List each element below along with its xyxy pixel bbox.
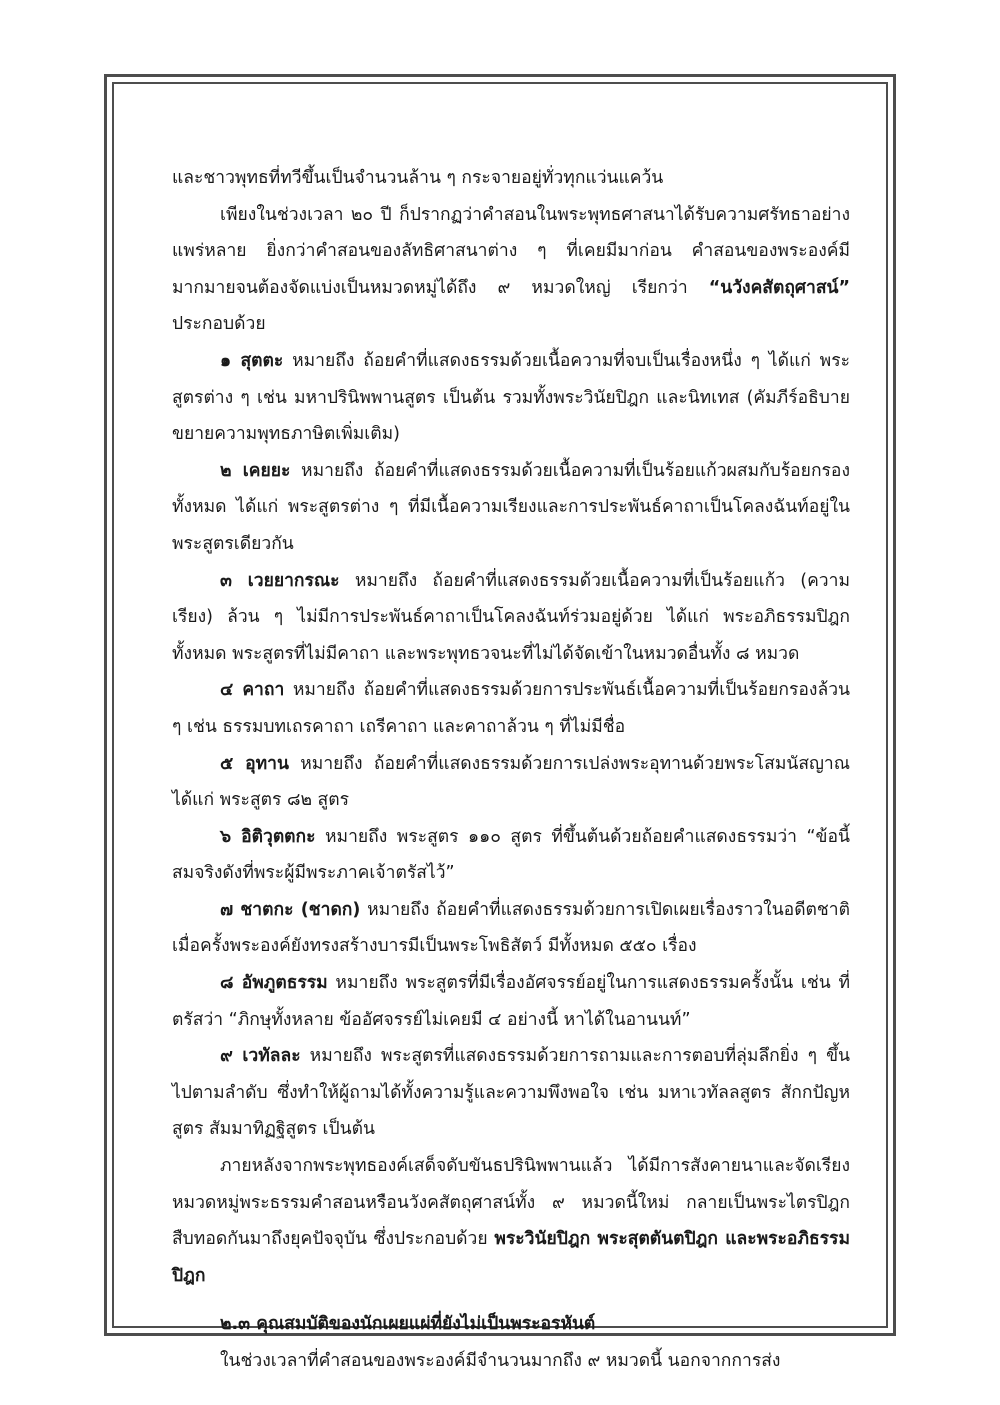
item-desc: หมายถึง ถ้อยคำที่แสดงธรรมด้วยการเปิดเผยเรื่องราวในอดีตชาติ เมื่อครั้งพระองค์ยังทรงสร้างบารมีเป็นพระโพธิสัตว์ มีทั้งหมด ๕๕๐ เรื่อง: [172, 899, 850, 957]
navanga-term: “นวังคสัตถุศาสน์”: [708, 277, 850, 298]
item-term: ๕ อุทาน: [220, 753, 289, 774]
paragraph-closing: [172, 1148, 850, 1294]
list-item: [172, 1038, 850, 1148]
item-term: ๓ เวยยากรณะ: [220, 570, 340, 591]
list-item: [172, 746, 850, 819]
item-term: ๒ เคยยะ: [220, 460, 291, 481]
item-desc: หมายถึง พระสูตรที่แสดงธรรมด้วยการถามและการตอบที่ลุ่มลึกยิ่ง ๆ ขึ้นไปตามลำดับ ซึ่งทำให้ผู้ถามได้ทั้งความรู้และความพึงพอใจ เช่น มหาเวทัลลสูตร สักกปัญหสูตร สัมมาทิฏฐิสูตร เป็นต้น: [172, 1046, 851, 1140]
item-term: ๗ ชาตกะ (ชาดก): [220, 899, 361, 920]
closing-text: ภายหลังจากพระพุทธองค์เสด็จดับขันธปรินิพพานแล้ว ได้มีการสังคายนาและจัดเรียงหมวดหมู่พระธรรมคำสอนหรือนวังคสัตถุศาสน์ทั้ง ๙ หมวดนี้ใหม่ กลายเป็นพระไตรปิฎก สืบทอดกันมาถึงยุคปัจจุบัน ซึ่งประกอบด้วย: [172, 1156, 850, 1250]
list-item: [172, 892, 850, 965]
item-term: ๔ คาถา: [220, 680, 285, 701]
item-desc: หมายถึง ถ้อยคำที่แสดงธรรมด้วยเนื้อความที่เป็นร้อยแก้วผสมกับร้อยกรองทั้งหมด ได้แก่ พระสูตรต่าง ๆ ที่มีเนื้อความเรียงและการประพันธ์คาถาเป็นโคลงฉันท์อยู่ในพระสูตรเดียวกัน: [172, 460, 850, 554]
item-term: ๖ อิติวุตตกะ: [220, 826, 316, 847]
paragraph-intro: [172, 197, 850, 343]
item-desc: หมายถึง ถ้อยคำที่แสดงธรรมด้วยเนื้อความที่จบเป็นเรื่องหนึ่ง ๆ ได้แก่ พระสูตรต่าง ๆ เช่น มหาปรินิพพานสูตร เป็นต้น รวมทั้งพระวินัยปิฎก และนิทเทส (คัมภีร์อธิบายขยายความพุทธภาษิตเพิ่มเติม): [172, 350, 851, 445]
paragraph-section-start: ในช่วงเวลาที่คำสอนของพระองค์มีจำนวนมากถึง ๙ หมวดนี้ นอกจากการส่ง: [220, 1351, 781, 1371]
item-term: ๑ สุตตะ: [220, 350, 284, 371]
list-item: [172, 453, 850, 563]
item-term: ๘ อัพภูตธรรม: [220, 973, 328, 994]
paragraph-continuation: และชาวพุทธที่ทวีขึ้นเป็นจำนวนล้าน ๆ กระจายอยู่ทั่วทุกแว่นแคว้น: [172, 168, 664, 188]
list-item: [172, 672, 850, 745]
item-desc: หมายถึง พระสูตร ๑๑๐ สูตร ที่ขึ้นต้นด้วยถ้อยคำแสดงธรรมว่า “ข้อนี้สมจริงดังที่พระผู้มีพระภาคเจ้าตรัสไว้”: [172, 826, 850, 884]
list-item: [172, 563, 850, 673]
item-desc: หมายถึง พระสูตรที่มีเรื่องอัศจรรย์อยู่ในการแสดงธรรมครั้งนั้น เช่น ที่ตรัสว่า “ภิกษุทั้งหลาย ข้ออัศจรรย์ไม่เคยมี ๔ อย่างนี้ หาได้ในอานนท์”: [172, 973, 851, 1030]
intro-text-end: ประกอบด้วย: [172, 314, 266, 335]
item-desc: หมายถึง ถ้อยคำที่แสดงธรรมด้วยเนื้อความที่เป็นร้อยแก้ว (ความเรียง) ล้วน ๆ ไม่มีการประพันธ์คาถาเป็นโคลงฉันท์ร่วมอยู่ด้วย ได้แก่ พระอภิธรรมปิฎกทั้งหมด พระสูตรที่ไม่มีคาถา และพระพุทธวจนะที่ไม่ได้จัดเข้าในหมวดอื่นทั้ง ๘ หมวด: [172, 570, 850, 664]
item-desc: หมายถึง ถ้อยคำที่แสดงธรรมด้วยการเปล่งพระอุทานด้วยพระโสมนัสญาณ ได้แก่ พระสูตร ๘๒ สูตร: [172, 753, 850, 811]
list-item: [172, 343, 850, 453]
list-item: [172, 819, 850, 892]
item-term: ๙ เวทัลละ: [220, 1046, 301, 1067]
intro-text: เพียงในช่วงเวลา ๒๐ ปี ก็ปรากฏว่าคำสอนในพระพุทธศาสนาได้รับความศรัทธาอย่างแพร่หลาย ยิ่งกว่าคำสอนของลัทธิศาสนาต่าง ๆ ที่เคยมีมาก่อน คำสอนของพระองค์มีมากมายจนต้องจัดแบ่งเป็นหมวดหมู่ได้ถึง ๙ หมวดใหญ่ เรียกว่า: [172, 204, 850, 298]
tripitaka-term: พระวินัยปิฎก พระสุตตันตปิฎก และพระอภิธรรมปิฎก: [172, 1229, 850, 1286]
section-heading: ๒.๓ คุณสมบัติของนักเผยแผ่ที่ยังไม่เป็นพระอรหันต์: [220, 1314, 596, 1335]
item-desc: หมายถึง ถ้อยคำที่แสดงธรรมด้วยการประพันธ์เนื้อความที่เป็นร้อยกรองล้วน ๆ เช่น ธรรมบทเถรคาถา เถรีคาถา และคาถาล้วน ๆ ที่ไม่มีชื่อ: [172, 680, 850, 737]
page-content: [172, 160, 850, 1380]
list-item: [172, 965, 850, 1038]
